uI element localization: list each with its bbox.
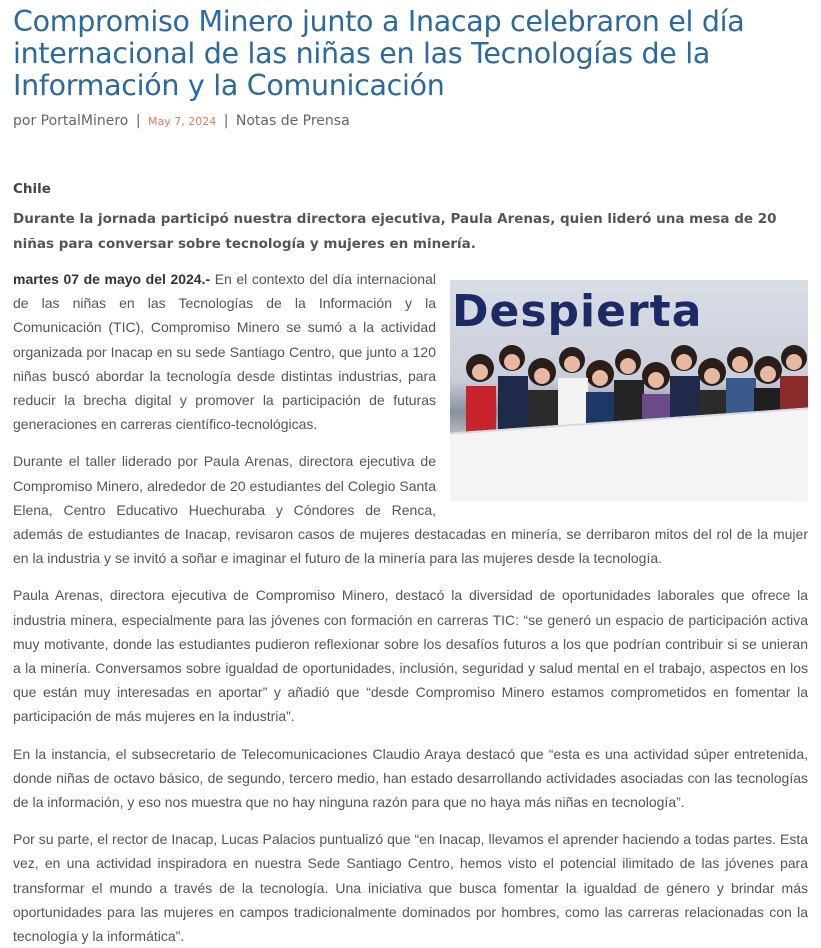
article-paragraph-5: Por su parte, el rector de Inacap, Lucas Palacios puntualizó que “en Inacap, llevamos el aprender haciendo a todas partes. Esta vez, en una actividad inspiradora en nuestra Sede Santiago Centro, hemos visto el potencial ilimitado de las jóvenes para transformar el mundo a través de la tecnología. Una iniciativa que busca fomentar la igualdad de género y brindar más oportunidades para las mujeres en campos tradicionalmente dominados por hombres, como las carreras relacionadas con la tecnología y la informática”.	[13, 831, 808, 945]
article-paragraph-4: En la instancia, el subsecretario de Telecomunicaciones Claudio Araya destacó que “esta es una actividad súper entretenida, donde niñas de octavo básico, de segundo, tercero medio, han estado desarrollando actividades asociadas con las tecnologías de la información, y eso nos muestra que no hay ninguna razón para que no haya más niñas en tecnología”.	[13, 745, 808, 811]
category-link[interactable]: Notas de Prensa	[235, 113, 350, 129]
author-link[interactable]: PortalMinero	[40, 113, 129, 129]
photo-wall-text: Despierta	[452, 286, 703, 337]
post-date: May 7, 2024	[148, 115, 217, 128]
article-lead: Durante la jornada participó nuestra directora ejecutiva, Paula Arenas, quien lideró una mesa de 20 niñas para conversar sobre tecnología y mujeres en minería.	[13, 211, 777, 252]
meta-separator: |	[223, 113, 229, 129]
region-label: Chile	[13, 181, 51, 197]
article-body	[13, 267, 808, 948]
article-paragraph-2: Durante el taller liderado por Paula Arenas, directora ejecutiva de Compromiso Minero, alrededor de 20 estudiantes del Colegio Santa Elena, Centro Educativo Huechuraba y Cóndores de Renca, además de estudiantes de Inacap, revisaron casos de mujeres destacadas en minería, se derribaron mitos del rol de la mujer en la industria y se invitó a soñar e imaginar el futuro de la minería para las mujeres desde la tecnología.	[13, 453, 808, 567]
byline-prefix: por	[13, 113, 37, 129]
article-paragraph-3: Paula Arenas, directora ejecutiva de Compromiso Minero, destacó la diversidad de oportunidades laborales que ofrece la industria minera, especialmente para las jóvenes con formación en carreras TIC: “se generó un espacio de participación activa muy motivante, donde las estudiantes pudieron reflexionar sobre los desafíos futuros a los que podrían contribuir si se unieran a la minería. Conversamos sobre igualdad de oportunidades, inclusión, seguridad y salud mental en el trabajo, aspectos en los que están muy interesadas en aportar” y añadió que “desde Compromiso Minero estamos comprometidos en fomentar la participación de más mujeres en la industria”.	[13, 587, 808, 725]
dateline: martes 07 de mayo del 2024.-	[13, 271, 211, 287]
article-title: Compromiso Minero junto a Inacap celebraron el día internacional de las niñas en las Tecnologías de la Información y la Comunicación	[13, 5, 745, 102]
article-photo	[450, 280, 808, 501]
paragraph-1-text: En el contexto del día internacional de las niñas en las Tecnologías de la Información y la Comunicación (TIC), Compromiso Minero se sumó a la actividad organizada por Inacap en su sede Santiago Centro, que junto a 120 niñas buscó abordar la tecnología desde distintas industrias, para reducir la brecha digital y promover la participación de futuras generaciones en carreras científico-tecnológicas.	[13, 271, 436, 433]
meta-separator: |	[135, 113, 141, 129]
post-meta	[13, 113, 808, 129]
